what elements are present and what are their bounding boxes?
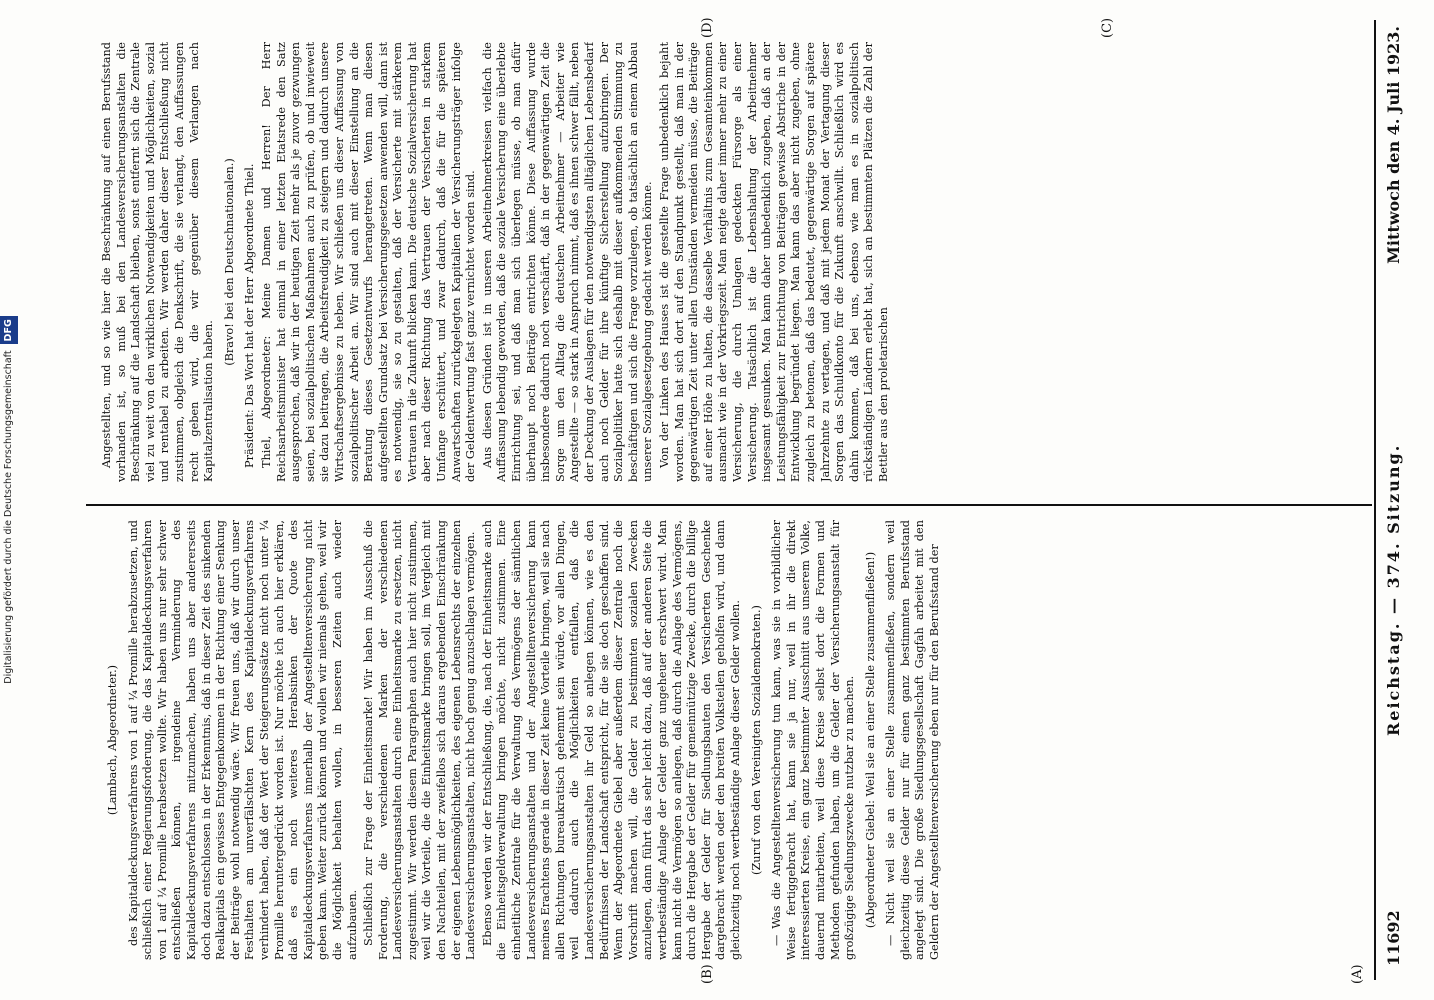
page-header (1380, 26, 1406, 966)
paragraph: Thiel, Abgeordneter: Meine Damen und Herren! Der Herr Reichsarbeitsminister hat einmal in einer letzten Etatsrede den Satz ausgesprochen, daß wir in der heutigen Zeit mehr als je zuvor gezwungen seien, bei sozialpolitischen Maßnahmen auch zu prüfen, ob und inwieweit sie dazu beitragen, die Arbeitsfreudigkeit zu steigern und dadurch unsere Wirtschaftsergebnisse zu heben. Wir schließen uns dieser Auffassung von sozialpolitischer Arbeit an. Wir sind auch mit dieser Einstellung an die Beratung dieses Gesetzentwurfs herangetreten. Wenn man diesen aufgestellten Grundsatz bei Versicherungsgesetzen anwenden will, dann ist es notwendig, sie so zu gestalten, daß der Versicherte mit stärkerem Vertrauen in die Zukunft blicken kann. Die deutsche Sozialversicherung hat aber nach dieser Richtung das Vertrauen der Versicherten in starkem Umfange erschüttert, und zwar dadurch, daß die für die späteren Anwartschaften zurückgelegten Kapitalien der Versicherungsträger infolge der Geldentwertung fast ganz vernichtet worden sind. (259, 42, 478, 482)
left-column (100, 520, 1380, 960)
interjection: (Bravo! bei den Deutschnationalen.) (222, 158, 236, 366)
speaker-attribution: (Lambach, Abgeordneter.) (106, 664, 119, 816)
interjection: (Zuruf von den Vereinigten Sozialdemokraten.) (749, 605, 763, 875)
paragraph: Angestellten, und so wie hier die Beschränkung auf einen Berufsstand vorhanden ist, so muß bei den Landesversicherungsanstalten die Beschränkung auf die Landschaft bleiben, sonst entfernt sich die Zentrale viel zu weit von den wirklichen Notwendigkeiten und Möglichkeiten, sozial und rentabel zu arbeiten. Wir werden daher dieser Entschließung nicht zustimmen, obgleich die Denkschrift, die sie verlangt, den Auffassungen recht geben wird, die wir gegenüber diesem Verlangen nach Kapitalzentralisation haben. (100, 42, 216, 482)
margin-marker-b: (B) (700, 964, 715, 984)
header-title: Reichstag. — 374. Sitzung. (1384, 443, 1403, 736)
paragraph: des Kapitaldeckungsverfahrens von 1 auf ¼ Promille herabzusetzen, und schließlich einer Regierungsforderung, die das Kapitaldeckungsverfahren von 1 auf ¼ Promille herabsetzen wollte. Wir haben uns nur sehr schwer entschließen können, irgendeine Verminderung des Kapitaldeckungsverfahrens mitzumachen, haben uns aber andererseits doch dazu entschlossen in der Erkenntnis, daß in dieser Zeit des sinkenden Realkapitals ein gewisses Entgegenkommen in der Richtung einer Senkung der Beiträge wohl notwendig wäre. Wir freuen uns, daß wir durch unser Festhalten am unverfälschten Kern des Kapitaldeckungsverfahrens verhindert haben, daß der Wert der Steigerungssätze nicht noch unter ¼ Promille heruntergedrückt worden ist. Nur möchte ich auch hier erklären, daß es ein noch weiteres Herabsinken der Quote des Kapitaldeckungsverfahrens innerhalb der Angestelltenversicherung nicht geben kann. Weiter zurück können und wollen wir niemals gehen, weil wir die Möglichkeit behalten wollen, in besseren Zeiten auch wieder aufzubauen. (126, 520, 359, 960)
margin-marker-c: (C) (1100, 17, 1115, 38)
paragraph: — Was die Angestelltenversicherung tun kann, was sie in vorbildlicher Weise fertiggebracht hat, kann sie ja nur, weil in ihr die direkt interessierten Kreise, ein ganz bestimmter Ausschnitt aus unserem Volke, dauernd mitarbeiten, weil diese Kreise selbst dort die Formen und Methoden gefunden haben, um die Gelder der Versicherungsanstalt für großzügige Siedlungszwecke nutzbar zu machen. (770, 520, 857, 960)
credit-text: Digitalisierung gefördert durch die Deutsche Forschungsgemeinschaft (3, 350, 14, 684)
paragraph: Aus diesen Gründen ist in unseren Arbeitnehmerkreisen vielfach die Auffassung lebendig geworden, daß die soziale Versicherung eine überlebte Einrichtung sei, und daß man sich überlegen müsse, ob man dafür überhaupt noch Beiträge entrichten könne. Diese Auffassung wurde insbesondere dadurch noch verschärft, daß in der gegenwärtigen Zeit die Sorge um den Alltag die deutschen Arbeitnehmer — Arbeiter wie Angestellte — so stark in Anspruch nimmt, daß es ihnen schwer fällt, neben der Deckung der Auslagen für den notwendigsten alltäglichen Lebensbedarf auch noch Gelder für ihre künftige Sicherstellung aufzubringen. Der Sozialpolitiker hatte sich deshalb mit dieser aufkommenden Stimmung zu beschäftigen und sich die Frage vorzulegen, ob tatsächlich an einem Abbau unserer Sozialgesetzgebung gedacht werden könne. (480, 42, 655, 482)
header-date: Mittwoch den 4. Juli 1923. (1384, 26, 1403, 264)
margin-marker-a: (A) (1350, 964, 1365, 984)
interjection: (Abgeordneter Giebel: Weil sie an einer Stelle zusammenfließen!) (863, 551, 877, 929)
paragraph: Ebenso werden wir der Entschließung, die, nach der Einheitsmarke auch die Einheitsgeldverwaltung bringen möchte, nicht zustimmen. Eine einheitliche Zentrale für die Verwaltung des Vermögens der sämtlichen Landesversicherungsanstalten und der Angestelltenversicherung kann meines Erachtens gerade in dieser Zeit keine Vorteile bringen, weil sie nach allen Richtungen bureaukratisch gehemmt sein würde, vor allen Dingen, weil dadurch auch die Möglichkeiten entfallen, daß die Landesversicherungsanstalten ihr Geld so anlegen können, wie es den Bedürfnissen der Landschaft entspricht, für die sie doch geschaffen sind. Wenn der Abgeordnete Giebel aber außerdem dieser Zentrale noch die Vorschrift machen will, die Gelder zu bestimmten sozialen Zwecken anzulegen, dann führt das sehr leicht dazu, daß auf der anderen Seite die wertbeständige Anlage der Gelder ganz ungeheuer erschwert wird. Man kann nicht die Vermögen so anlegen, daß durch die Anlage des Vermögens, durch die Hergabe der Gelder für gemeinnützige Zwecke, durch die billige Hergabe der Gelder für Siedlungsbauten den Versicherten Geschenke dargebracht werden oder den breiten Volksteilen geholfen wird, und dann gleichzeitig noch wertbeständige Anlage dieser Gelder wollen. (480, 520, 742, 960)
paragraph: Präsident: Das Wort hat der Herr Abgeordnete Thiel. (243, 163, 257, 468)
column-divider (86, 504, 1372, 506)
paragraph: Von der Linken des Hauses ist die gestellte Frage unbedenklich bejaht worden. Man hat sich dort auf den Standpunkt gestellt, daß man in der gegenwärtigen Zeit unter allen Umständen vermeiden müsse, die Beiträge auf einer Höhe zu halten, die dasselbe Verhältnis zum Gesamteinkommen ausmacht wie in der Vorkriegszeit. Man neigte daher immer mehr zu einer Versicherung, die durch Umlagen gedeckten Fürsorge als einer Versicherung. Tatsächlich ist die Lebenshaltung der Arbeitnehmer insgesamt gesunken. Man kann daher unbedenklich zugeben, daß an der Leistungsfähigkeit zur Entrichtung von Beiträgen gewisse Abstriche in der Entwicklung begründet liegen. Man kann das aber nicht zugeben, ohne zugleich zu betonen, daß das bedeutet, gegenwärtige Sorgen auf spätere Jahrzehnte zu vertagen, und daß mit jedem Monat der Vertagung dieser Sorgen das Schuldkonto für die Zukunft anschwillt. Schließlich wird es dahin kommen, daß bei uns, ebenso wie man es in sozialpolitisch rückständigen Ländern erlebt hat, sich an bestimmten Plätzen die Zahl der Bettler aus den proletarischen (657, 42, 890, 482)
margin-marker-d: (D) (700, 17, 715, 38)
digitization-credit (0, 0, 18, 1000)
paragraph: — Nicht weil sie an einer Stelle zusammenfließen, sondern weil gleichzeitig diese Gelder nur für einen ganz bestimmten Berufsstand angelegt sind. Die große Siedlungsgesellschaft Gagfah arbeitet mit den Geldern der Angestelltenversicherung eben nur für den Berufsstand der (884, 520, 942, 960)
dfg-logo: DFG (0, 316, 18, 344)
page-number: 11692 (1384, 910, 1403, 966)
paragraph: Schließlich zur Frage der Einheitsmarke! Wir haben im Ausschuß die Forderung, die verschiedenen Marken der verschiedenen Landesversicherungsanstalten durch eine Einheitsmarke zu ersetzen, nicht zugestimmt. Wir werden diesem Paragraphen auch hier nicht zustimmen, weil wir die Vorteile, die die Einheitsmarke bringen soll, im Vergleich mit den Nachteilen, mit der zweifellos sich daraus ergebenden Einschränkung der eigenen Lebensmöglichkeiten, des eigenen Lebensrechts der einzelnen Landesversicherungsanstalten, nicht hoch genug anzuschlagen vermögen. (362, 520, 478, 960)
right-column (100, 42, 1380, 482)
